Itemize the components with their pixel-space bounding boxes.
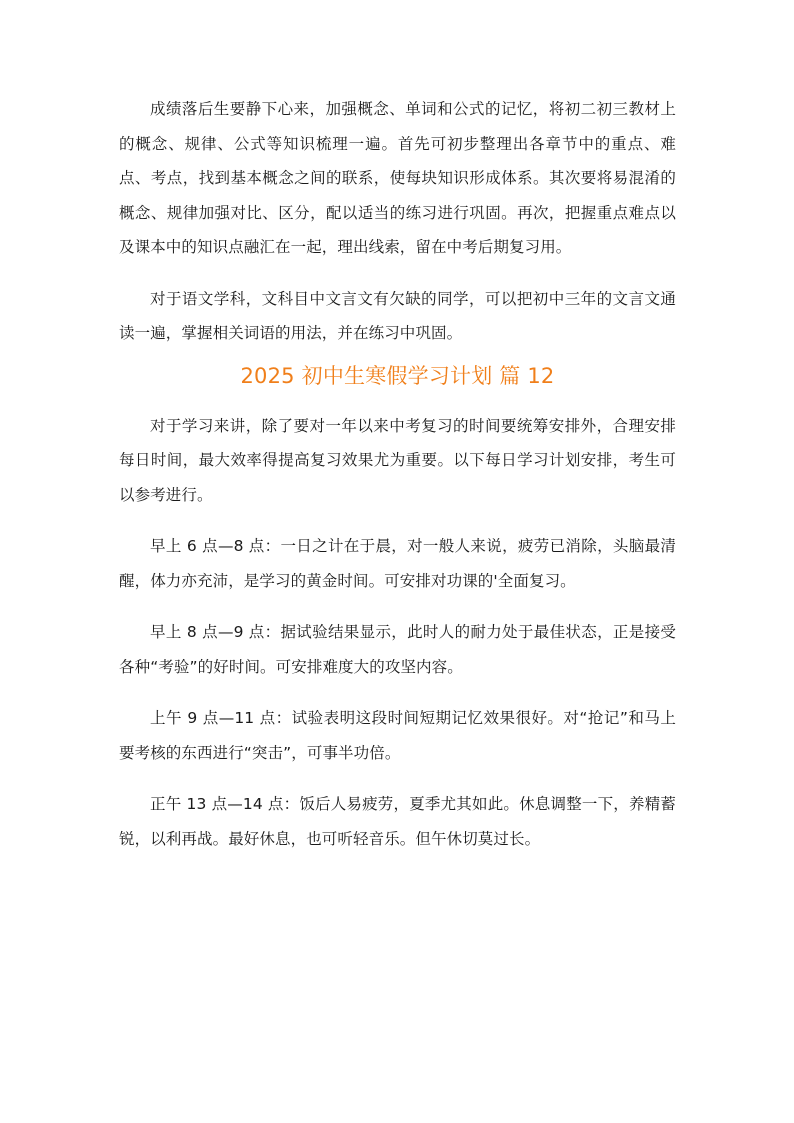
document-page xyxy=(119,92,676,856)
paragraph: 对于语文学科，文科目中文言文有欠缺的同学，可以把初中三年的文言文通读一遍，掌握相关词语的用法，并在练习中巩固。 xyxy=(119,289,676,342)
paragraph: 上午 9 点—11 点：试验表明这段时间短期记忆效果很好。对“抢记”和马上要考核的东西进行“突击”，可事半功倍。 xyxy=(119,709,676,762)
paragraph: 早上 8 点—9 点：据试验结果显示，此时人的耐力处于最佳状态，正是接受各种“考验”的好时间。可安排难度大的攻坚内容。 xyxy=(119,623,676,676)
paragraph: 正午 13 点—14 点：饭后人易疲劳，夏季尤其如此。休息调整一下，养精蓄锐，以利再战。最好休息，也可听轻音乐。但午休切莫过长。 xyxy=(119,795,676,848)
section-heading: 2025 初中生寒假学习计划 篇 12 xyxy=(240,363,555,388)
paragraph: 对于学习来讲，除了要对一年以来中考复习的时间要统筹安排外，合理安排每日时间，最大效率得提高复习效果尤为重要。以下每日学习计划安排，考生可以参考进行。 xyxy=(119,416,676,504)
paragraph: 早上 6 点—8 点：一日之计在于晨，对一般人来说，疲劳已消除，头脑最清醒，体力亦充沛，是学习的黄金时间。可安排对功课的'全面复习。 xyxy=(119,537,676,590)
paragraph: 成绩落后生要静下心来，加强概念、单词和公式的记忆，将初二初三教材上的概念、规律、公式等知识梳理一遍。首先可初步整理出各章节中的重点、难点、考点，找到基本概念之间的联系，使每块知识形成体系。其次要将易混淆的概念、规律加强对比、区分，配以适当的练习进行巩固。再次，把握重点难点以及课本中的知识点融汇在一起，理出线索，留在中考后期复习用。 xyxy=(119,100,676,256)
